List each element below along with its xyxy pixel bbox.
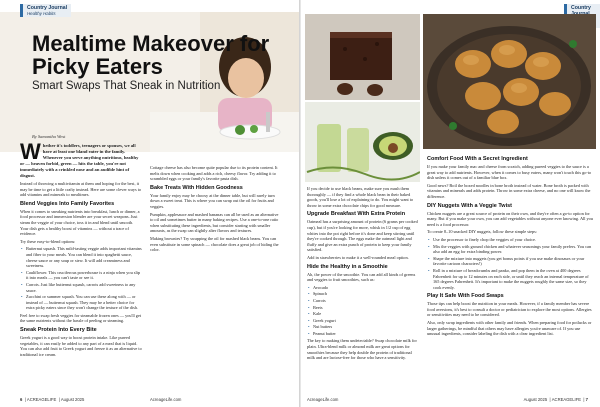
list-item: • Avocado [307,285,419,291]
issue-date: August 2025 [523,397,548,402]
byline: By Samantha West [32,134,66,139]
left-column-2 [150,165,282,393]
left-page [0,0,299,407]
right-column-1 [307,186,419,394]
right-footer-url: AcreageLife.com [307,397,339,402]
section-paragraph: Ah, the power of the smoothie. You can add all kinds of greens and veggies to fruit smoothies, such as: [307,271,416,283]
dropcap: W [20,143,41,164]
article-headline: Mealtime Makeover for Picky Eaters [32,31,270,79]
list-item: • Zucchini or summer squash. You can use these along with — or instead of — butternut squash. They may be a better choice for extra picky eaters since they won't change the texture of the dish. [20,294,142,311]
right-column-2 [427,153,593,394]
section-paragraph: If you decide to use black beans, make sure you mash them thoroughly — if they find a whole black bean in their baked goods, you'll lose a lot of explaining to do. You might want to throw in some extra chocolate chips for good measure. [307,186,414,208]
list-item: • Greek yogurt [307,318,419,324]
list-item: • Carrots [307,298,419,304]
intro-paragraph-2: Instead of throwing a multivitamin at them and hoping for the best, it may be time to get a little crafty instead. Here are some clever ways to add vitamins and minerals to mealtimes. [20,181,142,198]
section-paragraph: Feel free to swap fresh veggies for steamable frozen ones — you'll get the same nutrients without the hassle of peeling or steaming. [20,312,142,324]
section-heading: Bake Treats With Hidden Goodness [150,184,243,191]
section-paragraph: Pumpkin, applesauce and mashed bananas can all be used as an alternative to oil and sometimes butter in many baking recipes. Use a one-to-one ratio when substituting these ingredients, but consider starting with smaller amounts, as the swap can slightly alter flavors and textures. [150,211,279,234]
list-item: • Nut butters [307,324,419,330]
section-heading: Play It Safe With Food Swaps [427,293,504,300]
left-column-1 [20,143,142,393]
section-paragraph: Add in strawberries to make it a well-rounded meal option. [307,254,409,260]
left-footer-url: AcreageLife.com [150,397,182,402]
list-item: • Kale [307,311,419,317]
smoothie-photo [305,102,420,182]
section-paragraph: Good news? Boil the boxed noodles in bone broth instead of water. Bone broth is packed with vitamins and minerals and adds protein. Throw in some extra cheese, and no one will know the difference. [427,182,591,199]
page-number: 7 [585,397,588,402]
veggie-list [20,246,142,311]
tab-subtitle: Healthy Habits [27,11,56,16]
tab-title: Country [571,5,591,11]
section-paragraph: Making brownies? Try swapping the oil for mashed black beans. You can even substitute in some spinach — chocolate does a great job of hiding the color. [150,235,279,253]
issue-date: August 2025 [60,397,85,402]
section-heading: Sneak Protein Into Every Bite [20,327,97,334]
list-item: • Peanut butter [307,331,419,337]
intro-paragraph: Whether it's toddlers, teenagers or spouses, we all have at least one bland eater in the family. Whenever you serve anything nutritious, healthy or — heaven forbid, green — hits the table, you're not immediately with a crinkled nose and an audible hint of disgust. [20,143,139,178]
section-paragraph: Greek yogurt is a good way to boost protein intake. Like pureed vegetables, it can easily be added to any part of a meal that is liquid. You can also add fruit to Greek yogurt and freeze it as an alternative to traditional ice cream. [20,335,142,357]
list-item: • Mix the veggies with ground chicken and whatever seasonings your family prefers. You can also add an egg for extra binding power. [427,244,593,255]
section-heading: Upgrade Breakfast With Extra Protein [307,211,406,218]
list-item: • Carrots. Just like butternut squash, carrots add sweetness to any sauce. [20,282,142,293]
chicken-nuggets-photo [423,14,596,149]
section-tab [20,4,71,17]
section-paragraph: Oatmeal has a surprising amount of protein (6 grams per cooked cup), but if you're looking for more, whisk in 1/2 cup of egg whites into the pot right before it's done and keep stirring until they're cooked through. The eggs make the oatmeal light and fluffy and give an extra punch of protein to keep your family satisfied. [307,219,418,253]
list-item: • Spinach [307,291,419,297]
right-page [301,0,600,407]
article-deck: Smart Swaps That Sneak in Nutrition [32,80,221,92]
section-heading: Blend Veggies Into Family Favorites [20,200,115,207]
section-paragraph: When it comes to sneaking nutrients into breakfast, lunch or dinner, a food processor and immersion blender are your secret weapons. Just steam the veggie of your choice, toss it in and blend until smooth. Your dish gets a healthy boost of vitamins — without a trace of evidence. [20,208,140,237]
magazine-name: ACREAGELIFE [551,397,582,402]
section-paragraph: Chicken nuggets are a great source of protein on their own, and they're often a go-to option for many. But if you make your own, you can add vegetables without anyone ever knowing. All you need is a food processor. [427,210,593,227]
page-number: 6 [20,397,23,402]
list-item: • Butternut squash. This mild-tasting veggie adds important vitamins and fiber to your meals. You can blend it into spaghetti sauce, cheese sauce or any soup or stew. It will add creaminess and sweetness. [20,246,142,268]
left-footer: 6 | ACREAGELIFE | August 2025 [20,397,85,402]
section-paragraph: Also, only swap ingredients with other family and friends. When preparing food for potlucks or larger gatherings, be mindful that others may have allergies you're unaware of. If you use unusual ingredients, consider labeling the dish with a clear ingredient list. [427,320,592,337]
brownies-photo [305,14,420,100]
list-item: • Beets [307,305,419,311]
tab-title: Country Journal [27,5,68,11]
right-footer: August 2025 | ACREAGELIFE | 7 [523,397,588,402]
list-item: • Roll in a mixture of breadcrumbs and panko, and pop them in the oven at 400 degrees Fahrenheit for up to 12 minutes on each side, or until they reach an internal temperature of 165 degrees Fahrenheit. It's important to make the nuggets roughly the same size, so they cook evenly. [427,268,593,290]
nugget-steps [427,237,593,290]
smoothie-list [307,285,419,337]
list-item: • Use the processor to finely chop the veggies of your choice. [427,237,593,243]
section-paragraph: Cottage cheese has also become quite popular due to its protein content. It melts down when cooking and adds a rich, cheesy flavor. Try adding it to scrambled eggs or your family's favorite pasta dish. [150,165,278,182]
list-item: • Shape the mixture into nuggets (you get bonus points if you use make dinosaurs or your favorite cartoon characters!) [427,256,593,267]
section-heading: Comfort Food With a Secret Ingredient [427,156,528,162]
section-paragraph: If you make your family mac and cheese from scratch, adding pureed veggies to the sauce is a great way to add nutrients. However, when it comes to busy eaters, many won't touch this go-to dish unless it comes out of a familiar blue box. [427,164,592,181]
list-item: • Cauliflower. This cruciferous powerhouse is a ninja when you slip it into meals — you can't taste or see it. [20,270,142,281]
section-paragraph: To create 8–10 snacked DIY nuggets, follow these simple steps: [427,229,538,235]
section-heading: Hide the Healthy in a Smoothie [307,263,388,270]
section-paragraph: Your family enjoy may be choosy at the dinner table, but will rarely turn down a sweet treat. This is where you can swap out the oil for fruits and veggies. [150,192,275,209]
section-paragraph: Try these easy-to-blend options: [20,238,76,244]
section-paragraph: The key to making them undetectable? Swap chocolate milk for plain. Ultra-blend milk or almond milk are great options for smoothies because they help double the protein of traditional milk and are lactose-free for those who have a sensitivity. [307,338,417,361]
magazine-name: ACREAGELIFE [26,397,57,402]
section-paragraph: Those tips can help boost the nutrition in your meals. However, if a family member has severe food aversions, it's best to consult a doctor or pediatrician to explore the most options. Allergies or sensitivities may need to be considered. [427,301,592,318]
section-heading: DIY Nuggets With a Veggie Twist [427,202,513,209]
